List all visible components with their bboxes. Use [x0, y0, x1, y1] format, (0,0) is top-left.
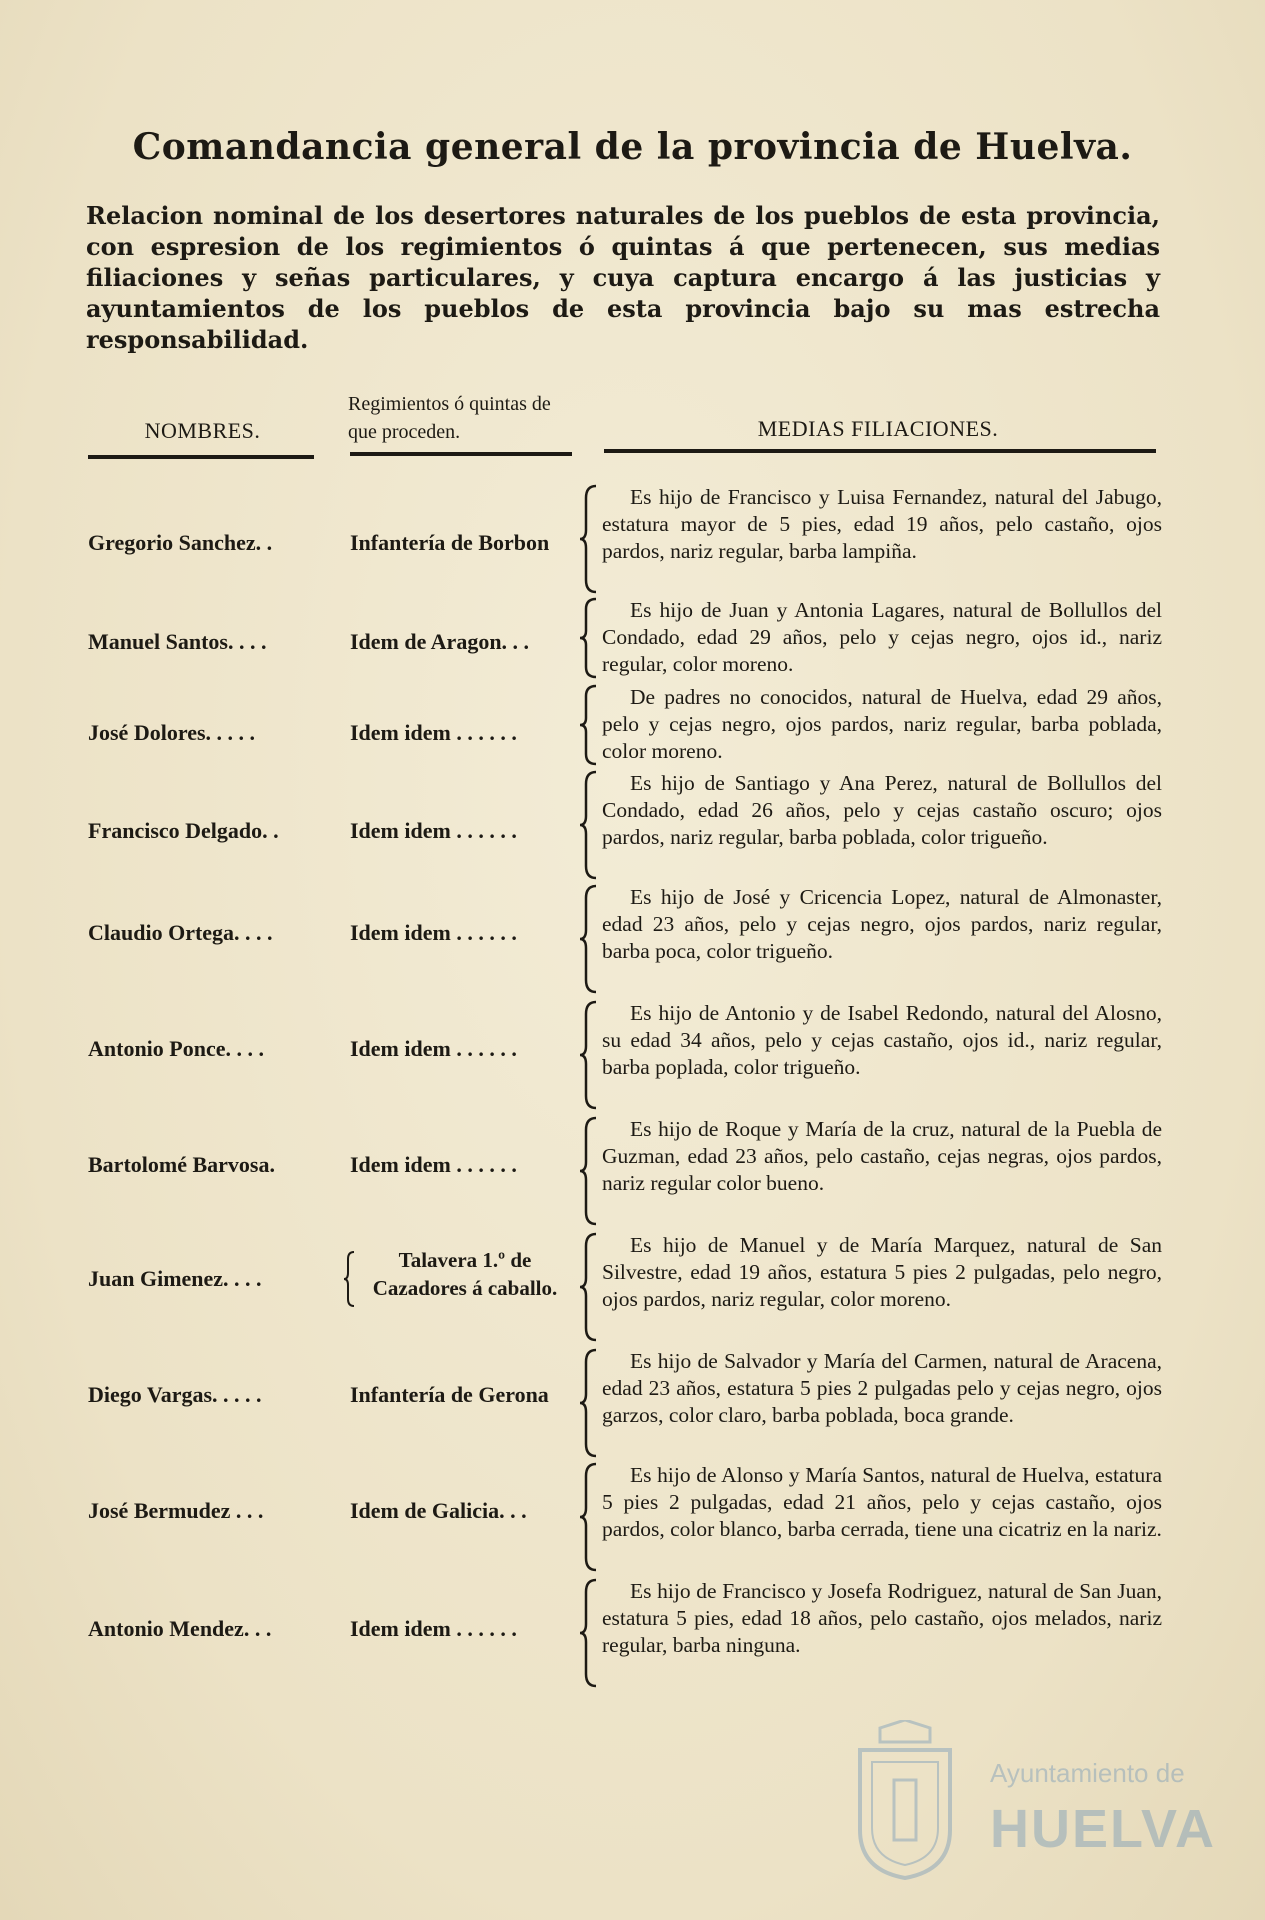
deserter-row	[0, 884, 1265, 994]
header-rule	[604, 449, 1156, 453]
curly-brace-icon	[578, 1462, 600, 1572]
curly-brace-icon	[578, 1000, 600, 1110]
deserter-name: Manuel Santos. . . .	[88, 629, 267, 654]
watermark	[850, 1720, 1230, 1890]
deserter-regiment: Idem idem . . . . . .	[350, 920, 517, 945]
deserter-regiment: Idem idem . . . . . .	[350, 720, 517, 745]
deserter-row	[0, 1232, 1265, 1342]
deserter-description: Es hijo de Santiago y Ana Perez, natural de Bollullos del Condado, edad 26 años, pelo y cejas castaño oscuro; ojos pardos, nariz regular, barba poblada, color trigueño.	[602, 771, 1162, 849]
deserter-row	[0, 1462, 1265, 1572]
deserter-regiment: Idem de Galicia. . .	[350, 1498, 527, 1523]
deserter-row	[0, 770, 1265, 880]
deserter-name: Gregorio Sanchez. .	[88, 530, 273, 555]
deserter-name: Francisco Delgado. .	[88, 818, 279, 843]
header-rule	[88, 455, 314, 459]
deserter-description: Es hijo de Manuel y de María Marquez, natural de San Silvestre, edad 19 años, estatura 5 pies 2 pulgadas, pelo negro, ojos pardos, nariz regular, color moreno.	[602, 1233, 1162, 1311]
deserter-row	[0, 484, 1265, 594]
curly-brace-icon	[578, 597, 600, 679]
document-title: Comandancia general de la provincia de Huelva.	[132, 126, 1133, 168]
deserter-row	[0, 1578, 1265, 1688]
deserter-name: Bartolomé Barvosa.	[88, 1152, 275, 1177]
deserter-regiment: Idem idem . . . . . .	[350, 1036, 517, 1061]
watermark-line1: Ayuntamiento de	[990, 1758, 1185, 1788]
column-header-regimientos: Regimientos ó quintas de que proceden.	[348, 393, 551, 443]
deserter-regiment: Talavera 1.º de Cazadores á caballo.	[372, 1248, 558, 1300]
deserter-name: José Dolores. . . . .	[88, 720, 256, 745]
deserter-description: De padres no conocidos, natural de Huelva, edad 29 años, pelo y cejas negro, ojos pardos, nariz regular, barba poblada, color moreno.	[602, 685, 1162, 763]
deserter-description: Es hijo de Salvador y María del Carmen, natural de Aracena, edad 23 años, estatura 5 pies 2 pulgadas pelo y cejas negro, ojos garzos, color claro, barba poblada, boca grande.	[602, 1349, 1162, 1427]
curly-brace-icon	[578, 884, 600, 994]
column-header-nombres: NOMBRES.	[144, 418, 261, 443]
header-rule	[350, 452, 572, 456]
deserter-regiment: Infantería de Gerona	[350, 1382, 549, 1407]
watermark-line2: HUELVA	[990, 1799, 1216, 1859]
curly-brace-icon	[578, 684, 600, 766]
deserter-name: Claudio Ortega. . . .	[88, 920, 273, 945]
curly-brace-icon	[578, 1232, 600, 1342]
deserter-name: José Bermudez . . .	[88, 1498, 264, 1523]
deserter-regiment: Infantería de Borbon	[350, 530, 550, 555]
deserter-row	[0, 1000, 1265, 1110]
intro-paragraph: Relacion nominal de los desertores naturales de los pueblos de esta provincia, con espresion de los regimientos ó quintas á que pertenecen, sus medias filiaciones y señas particulares, y cuya captura encargo á las justicias y ayuntamientos de los pueblos de esta provincia bajo su mas estrecha responsabilidad.	[86, 201, 1160, 354]
deserter-regiment: Idem idem . . . . . .	[350, 1616, 517, 1641]
deserter-description: Es hijo de José y Cricencia Lopez, natural de Almonaster, edad 23 años, pelo y cejas negro, ojos pardos, nariz regular, barba poca, color trigueño.	[602, 885, 1162, 963]
deserter-name: Juan Gimenez. . . .	[88, 1266, 262, 1291]
deserter-description: Es hijo de Alonso y María Santos, natural de Huelva, estatura 5 pies 2 pulgadas, edad 21 años, pelo y cejas castaño, ojos pardos, color blanco, barba cerrada, tiene una cicatriz en la nariz.	[602, 1463, 1162, 1541]
curly-brace-icon	[578, 1116, 600, 1226]
curly-brace-icon	[578, 1578, 600, 1688]
deserter-description: Es hijo de Antonio y de Isabel Redondo, natural del Alosno, su edad 34 años, pelo y cejas castaño, ojos id., nariz regular, barba poplada, color trigueño.	[602, 1001, 1162, 1079]
deserter-name: Diego Vargas. . . . .	[88, 1382, 262, 1407]
deserter-name: Antonio Mendez. . .	[88, 1616, 272, 1641]
curly-brace-icon	[578, 1348, 600, 1458]
deserter-regiment: Idem idem . . . . . .	[350, 1152, 517, 1177]
deserter-row	[0, 597, 1265, 679]
deserter-description: Es hijo de Francisco y Josefa Rodriguez, natural de San Juan, estatura 5 pies, edad 18 años, pelo castaño, ojos melados, nariz regular, barba ninguna.	[602, 1579, 1162, 1657]
deserter-description: Es hijo de Francisco y Luisa Fernandez, natural del Jabugo, estatura mayor de 5 pies, edad 19 años, pelo castaño, ojos pardos, nariz regular, barba lampiña.	[602, 485, 1162, 563]
deserter-description: Es hijo de Roque y María de la cruz, natural de la Puebla de Guzman, edad 23 años, pelo castaño, cejas negras, ojos pardos, nariz regular color bueno.	[602, 1117, 1162, 1195]
deserter-row	[0, 684, 1265, 766]
curly-brace-icon	[578, 770, 600, 880]
coat-of-arms-icon	[850, 1720, 960, 1880]
deserter-row	[0, 1348, 1265, 1458]
deserter-row	[0, 1116, 1265, 1226]
deserter-name: Antonio Ponce. . . .	[88, 1036, 264, 1061]
column-header-medias: MEDIAS FILIACIONES.	[757, 416, 999, 441]
deserter-regiment: Idem idem . . . . . .	[350, 818, 517, 843]
deserter-description: Es hijo de Juan y Antonia Lagares, natural de Bollullos del Condado, edad 29 años, pelo y cejas negro, ojos id., nariz regular, color moreno.	[602, 598, 1162, 676]
deserter-regiment: Idem de Aragon. . .	[350, 629, 530, 654]
curly-brace-icon	[578, 484, 600, 594]
